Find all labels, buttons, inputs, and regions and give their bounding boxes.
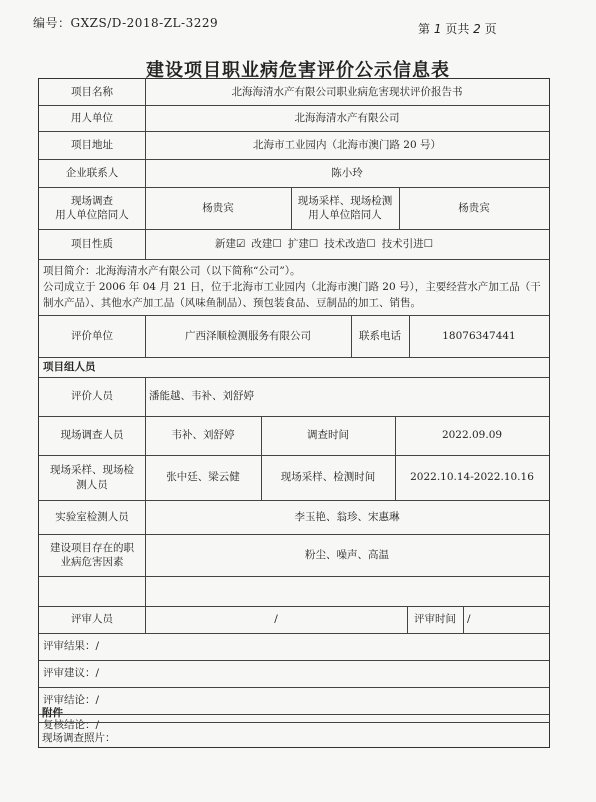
contact-value: 陈小玲: [331, 166, 363, 179]
escort-survey-label: [39, 187, 145, 229]
survey-value: 韦补、刘舒婷: [171, 429, 235, 442]
hazards-label-line1: 建设项目存在的职: [50, 541, 134, 554]
review-time-value: /: [467, 613, 471, 626]
page-current: 1: [433, 22, 442, 36]
hazards-value: 粉尘、噪声、高温: [305, 548, 389, 561]
page-suffix: 页: [484, 22, 497, 36]
team-header: 项目组人员: [43, 360, 96, 373]
intro-line-2: 公司成立于 2006 年 04 月 21 日，位于北海市工业园内（北海市澳门路 20 号），主要经营水产加工品（干: [43, 281, 541, 293]
nature-options: [145, 229, 549, 259]
nature-option-rebuild[interactable]: 改建☐: [251, 237, 282, 250]
sampling-label: [39, 455, 145, 500]
hazards-label-line2: 业病危害因素: [60, 556, 124, 568]
lab-value: 李玉艳、翁珍、宋惠琳: [294, 510, 400, 523]
escort-sampling-value: 杨贵宾: [458, 201, 490, 214]
page-title: 建设项目职业病危害评价公示信息表: [146, 60, 450, 81]
nature-option-expand[interactable]: 扩建☐: [287, 237, 319, 250]
escort-label-line4: 用人单位陪同人: [308, 209, 382, 221]
review-time-label: 评审时间: [414, 613, 456, 626]
info-table: [38, 78, 550, 748]
sampling-label-line1: 现场采样、现场检: [50, 464, 134, 477]
sampling-label-line2: 测人员: [76, 478, 108, 491]
employer-value: 北海海清水产有限公司: [294, 111, 400, 124]
evaluator-value: 广西泽顺检测服务有限公司: [185, 329, 311, 342]
nature-label: 项目性质: [71, 237, 113, 250]
intro-line-1: 项目简介：北海海清水产有限公司（以下简称“公司”）。: [43, 265, 301, 277]
appendix-header: 附件: [42, 707, 63, 719]
nature-option-tech-import[interactable]: 技术引进☐: [381, 237, 434, 250]
project-name-value: 北海海清水产有限公司职业病危害现状评价报告书: [231, 85, 463, 98]
survey-label: 现场调查人员: [60, 429, 124, 442]
reviewer-label: 评审人员: [71, 613, 113, 626]
address-label: 项目地址: [71, 138, 113, 151]
nature-option-new[interactable]: 新建☑: [215, 237, 246, 250]
sampling-value: 张中廷、梁云健: [166, 471, 240, 484]
reviewer-value: /: [274, 613, 278, 626]
address-value: 北海市工业园内（北海市澳门路 20 号）: [252, 138, 442, 151]
page-prefix: 第: [418, 22, 431, 36]
survey-time-label: 调查时间: [307, 429, 349, 442]
escort-sampling-label: [291, 187, 399, 229]
recheck-conclusion: 复核结论：/: [43, 718, 100, 731]
phone-value: 18076347441: [442, 329, 516, 342]
page-number: [418, 20, 497, 37]
intro-line-3: 制水产品）、其他水产加工品（风味鱼制品）、预包装食品、豆制品的加工、销售。: [43, 297, 421, 309]
review-result: 评审结果：/: [43, 640, 100, 653]
page-middle: 页共: [445, 22, 470, 36]
photos-label: 现场调查照片：: [42, 732, 116, 744]
hazards-label: [39, 534, 145, 576]
evaluator-label: 评价单位: [71, 329, 113, 342]
project-intro: [43, 263, 547, 311]
contact-label: 企业联系人: [65, 166, 119, 179]
review-advice: 评审建议：/: [43, 667, 100, 680]
phone-label: 联系电话: [359, 329, 401, 342]
escort-label-line3: 现场采样、现场检测: [297, 194, 393, 207]
sampling-time-label: 现场采样、检测时间: [280, 471, 376, 484]
document-number: 编号：GXZS/D-2018-ZL-3229: [33, 16, 219, 30]
review-conclusion: 评审结论：/: [43, 694, 100, 707]
project-name-label: 项目名称: [71, 85, 113, 98]
sampling-time-value: 2022.10.14-2022.10.16: [410, 471, 534, 484]
assessors-value: 潘能越、韦补、刘舒婷: [149, 390, 254, 403]
escort-label-line1: 现场调查: [71, 194, 113, 207]
page-total: 2: [473, 22, 481, 36]
escort-label-line2: 用人单位陪同人: [55, 209, 129, 221]
survey-time-value: 2022.09.09: [441, 429, 503, 442]
employer-label: 用人单位: [71, 111, 113, 124]
escort-survey-value: 杨贵宾: [202, 201, 234, 214]
lab-label: 实验室检测人员: [55, 510, 129, 523]
assessors-label: 评价人员: [71, 390, 113, 403]
nature-option-tech-upgrade[interactable]: 技术改造☐: [324, 237, 376, 250]
